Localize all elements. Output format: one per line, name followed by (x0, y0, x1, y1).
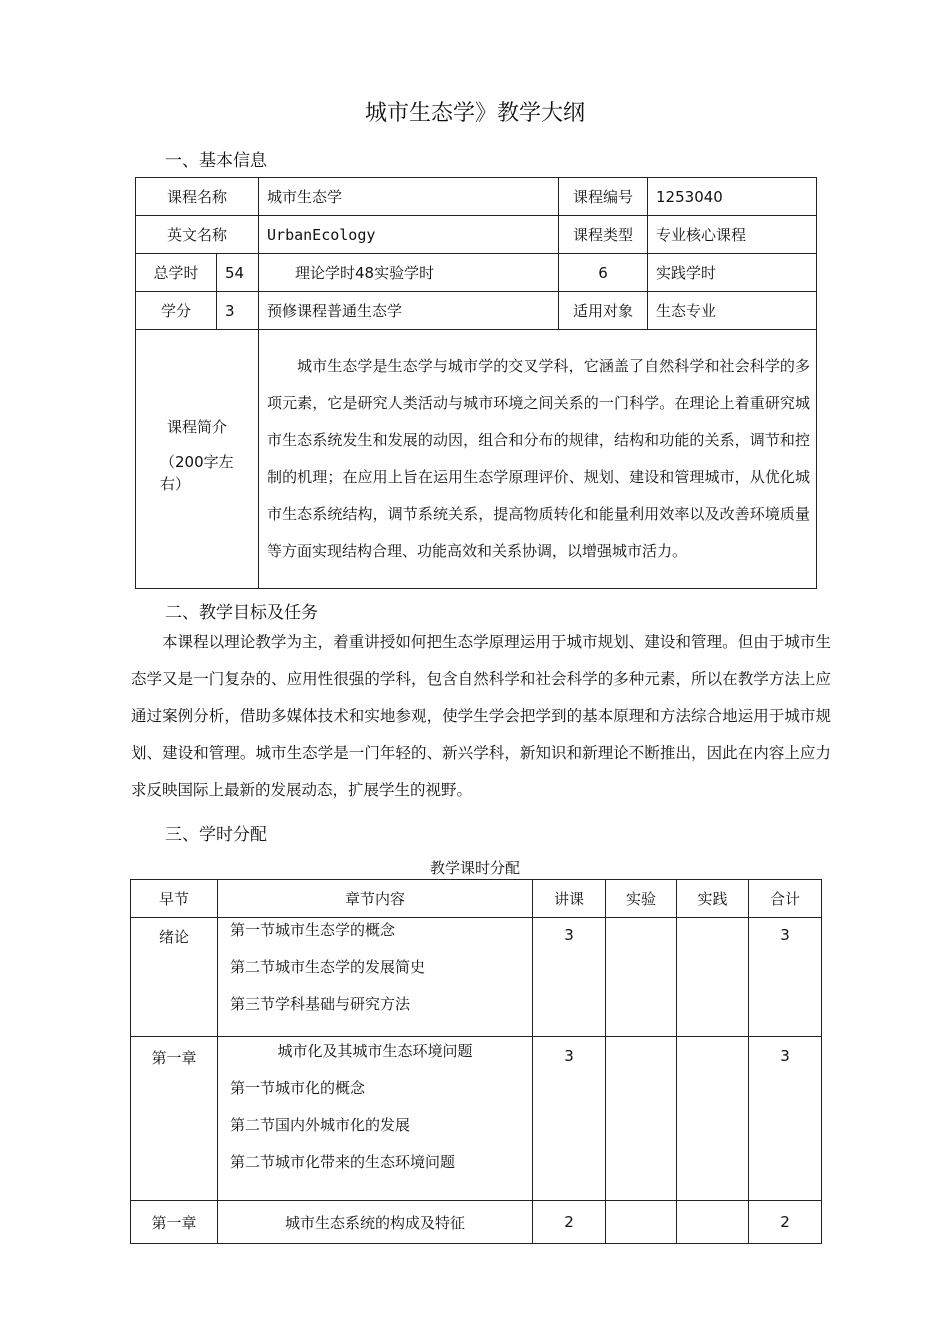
lecture-hours: 3 (533, 1037, 606, 1201)
content-cell (218, 918, 533, 1037)
course-name-value: 城市生态学 (259, 178, 559, 216)
table-row (136, 178, 817, 216)
total-hours: 3 (749, 1037, 822, 1201)
header-practice: 实践 (677, 880, 749, 918)
header-total: 合计 (749, 880, 822, 918)
objectives-paragraph: 本课程以理论教学为主，着重讲授如何把生态学原理运用于城市规划、建设和管理。但由于城市生态学又是一门复杂的、应用性很强的学科，包含自然科学和社会科学的多种元素，所以在教学方法上应通过案例分析，借助多媒体技术和实地参观，使学生学会把学到的基本原理和方法综合地运用于城市规划、建设和管理。城市生态学是一门年轻的、新兴学科，新知识和新理论不断推出，因此在内容上应力求反映国际上最新的发展动态，扩展学生的视野。 (131, 633, 831, 799)
practice-hours (677, 918, 749, 1037)
table-row (136, 216, 817, 254)
lecture-hours: 2 (533, 1201, 606, 1244)
lab-hours (606, 1201, 677, 1244)
table-row (131, 918, 822, 1037)
chapter-cell: 第一章 (131, 1037, 218, 1201)
audience-value: 生态专业 (648, 292, 817, 330)
audience-label: 适用对象 (559, 292, 648, 330)
lecture-hours: 3 (533, 918, 606, 1037)
header-lecture: 讲课 (533, 880, 606, 918)
section-line: 第二节城市生态学的发展简史 (230, 958, 426, 976)
intro-label-cell (136, 330, 259, 589)
total-hours-value: 54 (217, 254, 259, 292)
practice-hours (677, 1037, 749, 1201)
lab-hours (606, 1037, 677, 1201)
content-cell (218, 1037, 533, 1201)
lab-hours (606, 918, 677, 1037)
course-code-label: 课程编号 (559, 178, 648, 216)
header-lab: 实验 (606, 880, 677, 918)
course-code-value: 1253040 (648, 178, 817, 216)
section-heading-hours: 三、学时分配 (165, 825, 267, 845)
theory-experiment-hours: 理论学时48实验学时 (259, 254, 559, 292)
prerequisite-course: 预修课程普通生态学 (259, 292, 559, 330)
hours-table (130, 879, 822, 1244)
section-heading-objectives: 二、教学目标及任务 (165, 603, 318, 623)
course-type-label: 课程类型 (559, 216, 648, 254)
total-hours-label: 总学时 (136, 254, 217, 292)
practice-hours (677, 1201, 749, 1244)
intro-note: （200字左右） (160, 452, 234, 493)
total-hours: 3 (749, 918, 822, 1037)
credits-label: 学分 (136, 292, 217, 330)
course-introduction: 城市生态学是生态学与城市学的交叉学科，它涵盖了自然科学和社会科学的多项元素，它是研究人类活动与城市环境之间关系的一门科学。在理论上着重研究城市生态系统发生和发展的动因，组合和分布的规律，结构和功能的关系，调节和控制的机理；在应用上旨在运用生态学原理评价、规划、建设和管理城市，从优化城市生态系统结构，调节系统关系，提高物质转化和能量利用效率以及改善环境质量等方面实现结构合理、功能高效和关系协调，以增强城市活力。 (259, 330, 817, 589)
credits-value: 3 (217, 292, 259, 330)
section-heading-basic-info: 一、基本信息 (165, 151, 267, 171)
section-line: 第一节城市化的概念 (230, 1079, 366, 1097)
table-row (136, 254, 817, 292)
table-row (131, 1037, 822, 1201)
page-title: 城市生态学》教学大纲 (364, 101, 585, 126)
table-row (136, 292, 817, 330)
section-line: 第二节城市化带来的生态环境问题 (230, 1153, 456, 1171)
table-row (136, 330, 817, 589)
practice-hours-label: 实践学时 (648, 254, 817, 292)
header-content: 章节内容 (218, 880, 533, 918)
basic-info-table (135, 177, 817, 589)
section-line: 第三节学科基础与研究方法 (230, 995, 411, 1013)
course-name-label: 课程名称 (136, 178, 259, 216)
course-type-value: 专业核心课程 (648, 216, 817, 254)
table-row (131, 1201, 822, 1244)
experiment-hours-value: 6 (559, 254, 648, 292)
english-name-value: UrbanEcology (259, 216, 559, 254)
intro-label: 课程简介 (167, 417, 228, 436)
section-line: 第一节城市生态学的概念 (230, 921, 396, 939)
chapter-cell: 第一章 (131, 1201, 218, 1244)
english-name-label: 英文名称 (136, 216, 259, 254)
total-hours: 2 (749, 1201, 822, 1244)
chapter-heading: 城市生态系统的构成及特征 (218, 1201, 533, 1244)
hours-table-caption: 教学课时分配 (429, 859, 520, 877)
chapter-cell: 绪论 (131, 918, 218, 1037)
chapter-heading: 城市化及其城市生态环境问题 (277, 1042, 473, 1060)
section-line: 第二节国内外城市化的发展 (230, 1116, 411, 1134)
header-chapter: 早节 (131, 880, 218, 918)
